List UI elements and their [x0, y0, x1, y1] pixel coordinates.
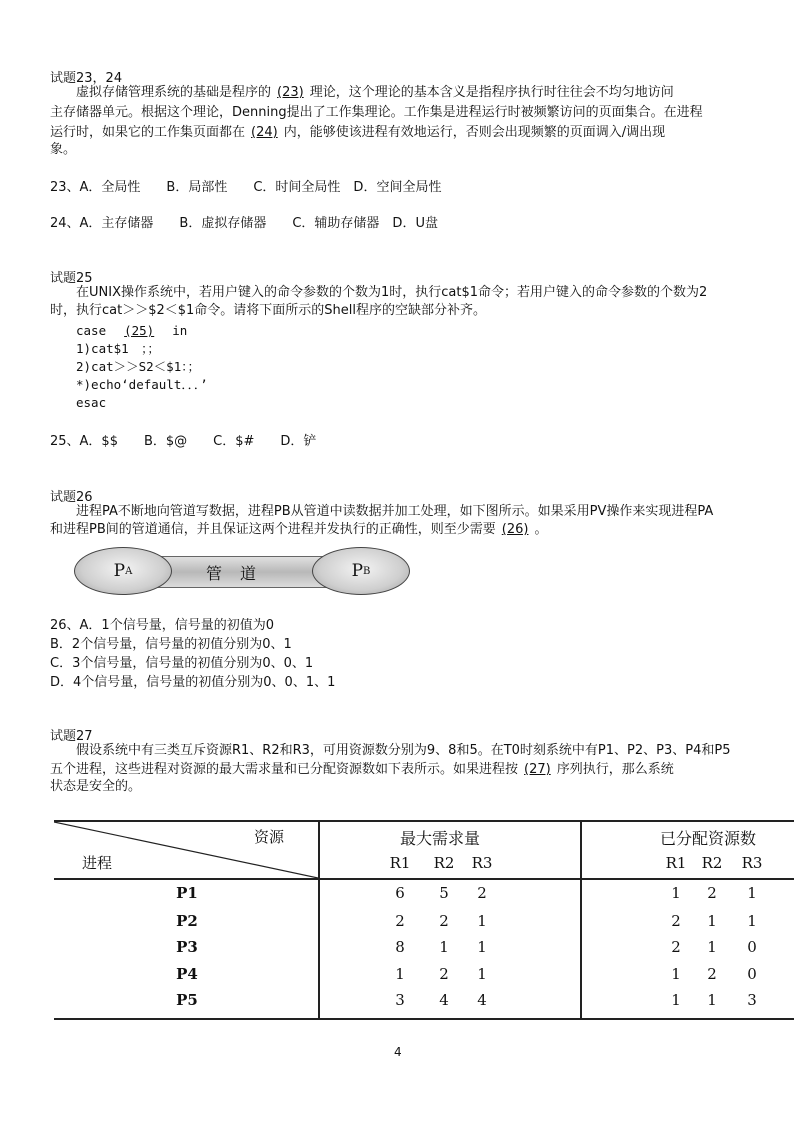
table-row-label: P1 — [176, 884, 198, 902]
q23-24-line4: 象。 — [50, 142, 77, 157]
q23-24-heading: 试题23，24 — [50, 71, 123, 86]
pipe-label: 管道 — [206, 564, 275, 583]
q26-line2 — [50, 520, 547, 540]
blank-24: (24) — [251, 125, 278, 140]
pb-letter: P — [351, 561, 364, 581]
col-head-max-r2: R2 — [433, 854, 455, 872]
process-pb-node — [312, 547, 410, 595]
table-cell-max: 4 — [477, 991, 487, 1009]
table-cell-alloc: 1 — [747, 884, 757, 902]
table-cell-max: 1 — [439, 938, 449, 956]
q25-code-line1 — [76, 322, 208, 340]
table-cell-alloc: 2 — [707, 965, 717, 983]
pa-subscript: A — [125, 565, 133, 577]
table-cell-alloc: 1 — [671, 991, 681, 1009]
col-head-alloc-r3: R3 — [741, 854, 763, 872]
q26-option-a: 26、A．1个信号量，信号量的初值为0 — [50, 618, 274, 633]
q25-heading: 试题25 — [50, 271, 93, 286]
table-corner-resource: 资源 — [254, 828, 285, 846]
q27-line2b-text: 序列执行，那么系统 — [556, 762, 674, 777]
q25-code-line4: *)echo‘default．．．’ — [76, 377, 208, 392]
table-cell-alloc: 1 — [671, 884, 681, 902]
code-case: case — [76, 323, 107, 338]
table-divider-2 — [580, 820, 582, 1020]
table-cell-alloc: 1 — [747, 912, 757, 930]
col-head-alloc-r2: R2 — [701, 854, 723, 872]
q27-line1: 假设系统中有三类互斥资源R1、R2和R3，可用资源数分别为9、8和5。在T0时刻系统中有P1、P2、P3、P4和P5 — [76, 743, 731, 758]
q23-24-line2: 主存储器单元。根据这个理论，Denning提出了工作集理论。工作集是进程运行时被频繁访问的页面集合。在进程 — [50, 105, 703, 120]
table-max-header: 最大需求量 — [400, 829, 481, 848]
table-cell-alloc: 2 — [671, 912, 681, 930]
table-cell-alloc: 1 — [671, 965, 681, 983]
table-cell-alloc: 3 — [747, 991, 757, 1009]
q25-code-block — [76, 322, 208, 412]
table-cell-max: 2 — [439, 965, 449, 983]
table-cell-max: 1 — [395, 965, 405, 983]
table-corner-process: 进程 — [82, 854, 113, 872]
blank-27: (27) — [524, 762, 551, 777]
table-cell-max: 2 — [395, 912, 405, 930]
table-cell-max: 4 — [439, 991, 449, 1009]
q26-line2a-text: 和进程PB间的管道通信，并且保证这两个进程并发执行的正确性，则至少需要 — [50, 522, 496, 537]
col-head-max-r3: R3 — [471, 854, 493, 872]
q26-option-b: B．2个信号量，信号量的初值分别为0、1 — [50, 637, 292, 652]
blank-23: (23) — [277, 85, 304, 100]
q26-option-d: D．4个信号量，信号量的初值分别为0、0、1、1 — [50, 675, 336, 690]
q23-24-line1b-text: 理论，这个理论的基本含义是指程序执行时往往会不均匀地访问 — [309, 85, 674, 100]
process-pa-node — [74, 547, 172, 595]
q25-line1: 在UNIX操作系统中，若用户键入的命令参数的个数为1时，执行cat$1命令；若用户键入的命令参数的个数为2 — [76, 285, 708, 300]
table-cell-max: 1 — [477, 965, 487, 983]
table-cell-alloc: 2 — [707, 884, 717, 902]
table-header-rule — [54, 878, 794, 880]
q23-24-line1 — [76, 83, 674, 103]
col-head-max-r1: R1 — [389, 854, 411, 872]
table-cell-alloc: 0 — [747, 965, 757, 983]
table-cell-alloc: 1 — [707, 991, 717, 1009]
blank-26: (26) — [501, 522, 529, 537]
q25-line2: 时，执行cat＞＞$2＜$1命令。请将下面所示的Shell程序的空缺部分补齐。 — [50, 303, 487, 318]
table-alloc-header: 已分配资源数 — [660, 829, 757, 848]
code-in: in — [172, 323, 188, 338]
q24-options: 24、A．主存储器 B．虚拟存储器 C．辅助存储器 D．U盘 — [50, 216, 438, 231]
q25-code-line3: 2)cat＞＞S2＜$1：； — [76, 359, 200, 374]
table-cell-max: 8 — [395, 938, 405, 956]
table-cell-max: 3 — [395, 991, 405, 1009]
table-cell-max: 5 — [439, 884, 449, 902]
table-row-label: P5 — [176, 991, 198, 1009]
q23-24-line1-text: 虚拟存储管理系统的基础是程序的 — [76, 85, 272, 100]
q25-options: 25、A．$$ B．$@ C．$# D．铲 — [50, 434, 317, 449]
q23-24-line3b-text: 内，能够使该进程有效地运行，否则会出现频繁的页面调入/调出现 — [283, 125, 666, 140]
pa-letter: P — [113, 561, 126, 581]
pb-subscript: B — [363, 565, 371, 577]
table-bottom-rule — [54, 1018, 794, 1020]
pipe-diagram — [74, 547, 408, 595]
q27-line3: 状态是安全的。 — [50, 779, 142, 794]
q23-24-line3 — [50, 123, 665, 143]
q27-line2a-text: 五个进程，这些进程对资源的最大需求量和已分配资源数如下表所示。如果进程按 — [50, 762, 519, 777]
table-divider-1 — [318, 820, 320, 1020]
table-row-label: P3 — [176, 938, 198, 956]
q26-heading: 试题26 — [50, 490, 93, 505]
q25-code-line5: esac — [76, 395, 107, 410]
table-cell-alloc: 1 — [707, 912, 717, 930]
q25-code-line2: 1)cat$1 ；； — [76, 341, 160, 356]
table-row-label: P2 — [176, 912, 198, 930]
table-cell-max: 1 — [477, 938, 487, 956]
table-cell-max: 6 — [395, 884, 405, 902]
q27-heading: 试题27 — [50, 729, 93, 744]
q26-line1: 进程PA不断地向管道写数据，进程PB从管道中读数据并加工处理，如下图所示。如果采用PV操作来实现进程PA — [76, 504, 714, 519]
col-head-alloc-r1: R1 — [665, 854, 687, 872]
blank-25: (25) — [124, 323, 155, 338]
q26-option-c: C．3个信号量，信号量的初值分别为0、0、1 — [50, 656, 314, 671]
q26-line2b-text: 。 — [534, 522, 548, 537]
table-cell-alloc: 1 — [707, 938, 717, 956]
q23-24-line3a-text: 运行时，如果它的工作集页面都在 — [50, 125, 246, 140]
table-cell-alloc: 0 — [747, 938, 757, 956]
table-row-label: P4 — [176, 965, 198, 983]
q27-line2 — [50, 760, 674, 780]
table-cell-max: 1 — [477, 912, 487, 930]
table-cell-max: 2 — [477, 884, 487, 902]
q23-options: 23、A．全局性 B．局部性 C．时间全局性 D．空间全局性 — [50, 180, 442, 195]
table-cell-alloc: 2 — [671, 938, 681, 956]
page-number: 4 — [394, 1045, 402, 1059]
table-cell-max: 2 — [439, 912, 449, 930]
